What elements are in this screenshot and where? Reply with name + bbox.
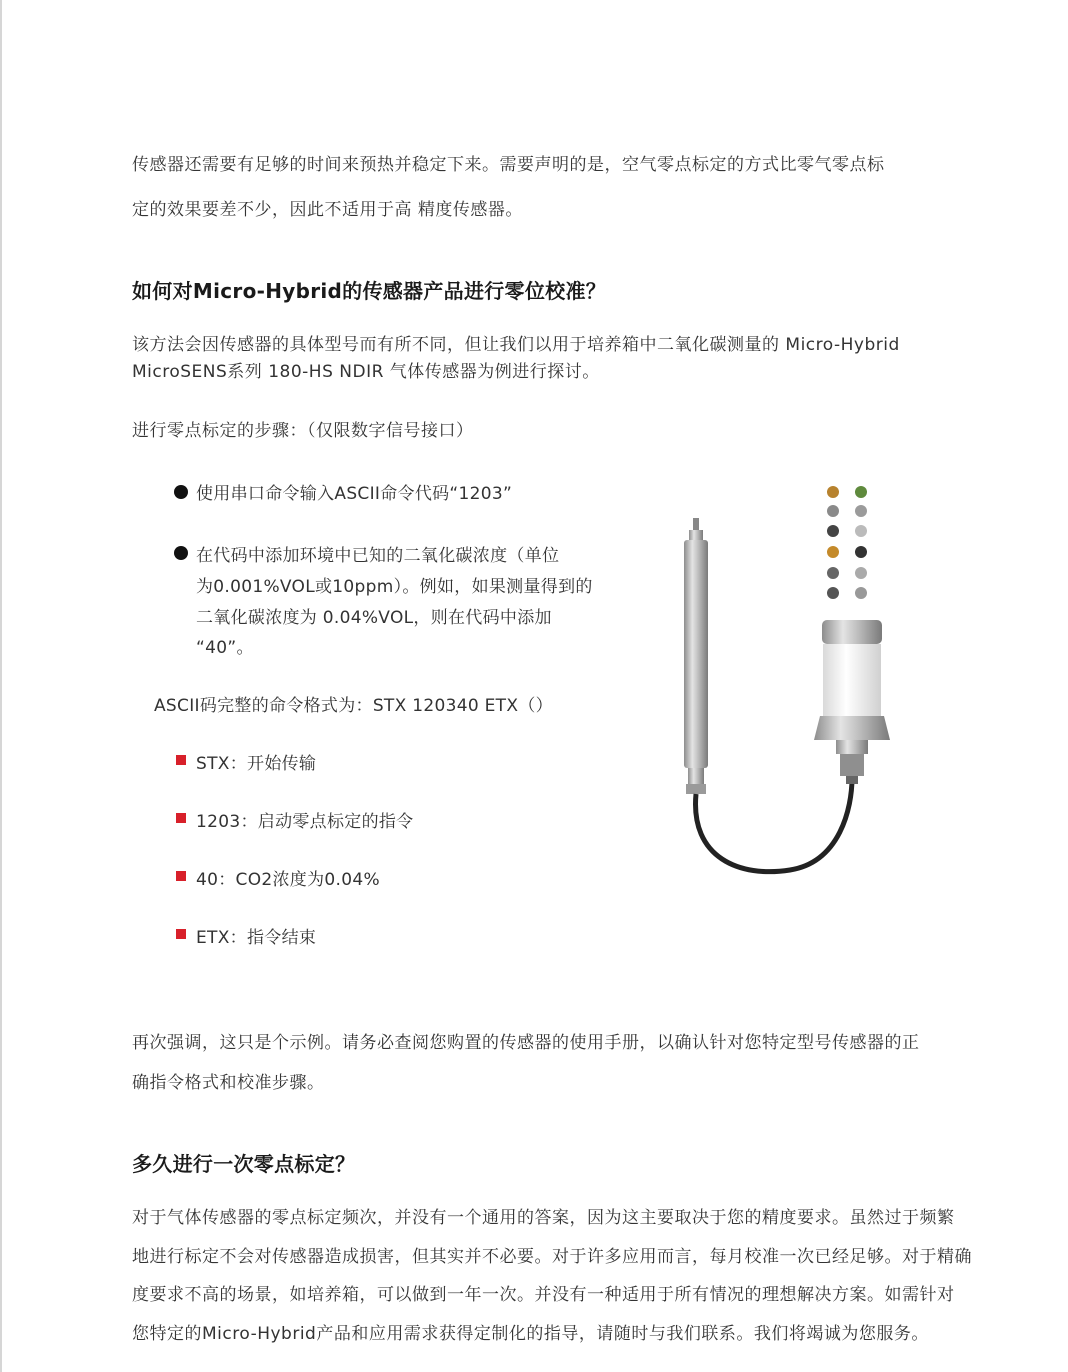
frequency-para-line-2: 地进行标定不会对传感器造成损害，但其实并不必要。对于许多应用而言，每月校准一次已经足够。对于精确	[132, 1247, 972, 1267]
note-line-1: 再次强调，这只是个示例。请务必查阅您购置的传感器的使用手册，以确认针对您特定型号传感器的正	[132, 1033, 920, 1053]
red-square-bullet	[176, 813, 186, 823]
section1-para-line-2: MicroSENS系列 180-HS NDIR 气体传感器为例进行探讨。	[132, 362, 600, 382]
format-item-1203: 1203：启动零点标定的指令	[196, 812, 414, 832]
red-square-bullet	[176, 755, 186, 765]
step-bullet-2-line-4: “40”。	[196, 638, 254, 658]
frequency-para-line-4: 您特定的Micro-Hybrid产品和应用需求获得定制化的指导，请随时与我们联系。我们将竭诚为您服务。	[132, 1324, 929, 1344]
connector-pin-icons	[827, 486, 867, 599]
bullet-dot	[174, 546, 188, 560]
note-line-2: 确指令格式和校准步骤。	[132, 1073, 325, 1093]
page-left-border	[0, 0, 2, 1372]
step-bullet-2-line-2: 为0.001%VOL或10ppm）。例如，如果测量得到的	[196, 577, 593, 597]
bullet-dot	[174, 485, 188, 499]
section1-para-line-1: 该方法会因传感器的具体型号而有所不同，但让我们以用于培养箱中二氧化碳测量的 Micro-Hybrid	[132, 335, 900, 355]
section-heading-zero-calibration: 如何对Micro-Hybrid的传感器产品进行零位校准？	[132, 279, 607, 303]
red-square-bullet	[176, 929, 186, 939]
format-item-etx: ETX：指令结束	[196, 928, 317, 948]
frequency-para-line-3: 度要求不高的场景，如培养箱，可以做到一年一次。并没有一种适用于所有情况的理想解决方案。如需针对	[132, 1285, 955, 1305]
sensor-product-image	[660, 478, 900, 888]
red-square-bullet	[176, 871, 186, 881]
step-bullet-2-line-1: 在代码中添加环境中已知的二氧化碳浓度（单位	[196, 546, 560, 566]
intro-line-1: 传感器还需要有足够的时间来预热并稳定下来。需要声明的是，空气零点标定的方式比零气零点标	[132, 155, 885, 175]
format-item-40: 40：CO2浓度为0.04%	[196, 870, 380, 890]
frequency-para-line-1: 对于气体传感器的零点标定频次，并没有一个通用的答案，因为这主要取决于您的精度要求。虽然过于频繁	[132, 1208, 955, 1228]
format-item-stx: STX：开始传输	[196, 754, 317, 774]
steps-intro: 进行零点标定的步骤：（仅限数字信号接口）	[132, 421, 474, 441]
step-bullet-2-line-3: 二氧化碳浓度为 0.04%VOL，则在代码中添加	[196, 608, 552, 628]
step-bullet-1: 使用串口命令输入ASCII命令代码“1203”	[196, 484, 513, 504]
intro-line-2: 定的效果要差不少，因此不适用于高 精度传感器。	[132, 200, 523, 220]
command-format-line: ASCII码完整的命令格式为：STX 120340 ETX（）	[154, 696, 553, 716]
section-heading-calibration-frequency: 多久进行一次零点标定？	[132, 1152, 356, 1176]
